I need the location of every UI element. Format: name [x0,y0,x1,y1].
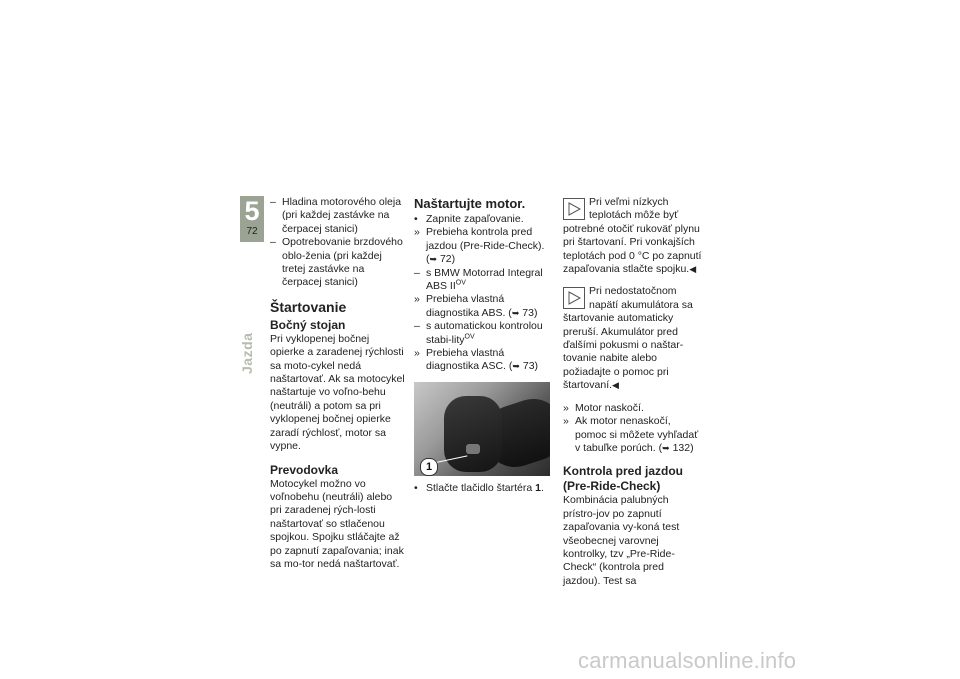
page-reference-icon: ➥ [512,361,520,372]
list-item [414,267,552,294]
list-item-text: Stlačte tlačidlo štartéra [426,481,536,494]
dash-mark: – [414,266,420,279]
result-mark: » [414,293,420,306]
list-item-text: Ak motor nenaskočí, pomoc si môžete vyhľadať v tabuľke porúch. ( [575,415,699,454]
paragraph: Kombinácia palubných prístro-jov po zapnutí zapaľovania vy-koná test všeobecnej varovnej kontrolky, tzv „Pre-Ride-Check“ (kontrola pred jazdou). Test sa [563,494,680,587]
chapter-side-title: Jazda [239,332,255,374]
bullet-mark: • [414,481,418,494]
section-heading: Naštartujte motor. [414,196,526,211]
subsection-heading: Bočný stojan [270,317,346,332]
note-paragraph [563,196,703,276]
period: . [540,481,544,494]
page-reference-icon: ➥ [429,254,438,265]
list-item-text: Prebieha vlastná diagnostika ABS. ( [426,293,512,319]
list-item-text: Opotrebovanie brzdového oblo-ženia (pri každej tretej zastávke na čerpacej stanici) [282,236,403,289]
list-item [270,196,406,236]
option-superscript: OV [455,279,466,287]
subsection-heading: Kontrola pred jazdou (Pre-Ride-Check) [563,464,683,494]
note-text: Pri nedostatočnom napätí akumulátora sa štartovanie automaticky preruší. Akumulátor pred ďalšími pokusmi o naštar-tovanie nabite alebo požiadajte o pomoc pri štartovaní. [563,285,693,392]
list-item [414,347,552,374]
list-item [563,415,703,455]
paragraph: Pri vyklopenej bočnej opierke a zaradenej rýchlosti sa moto-cykel nedá naštartovať. Ak sa motocykel naštartuje vo voľno-behu (neutráli) a potom sa pri vyklopenej bočnej opierke zaradí rýchlosť, motor sa vypne. [270,332,405,453]
column-3 [563,196,703,588]
list-item-text: Prebieha kontrola pred jazdou (Pre-Ride-Check). ( [426,226,545,266]
page-reference[interactable]: 73 [522,360,535,373]
subsection-heading: Prevodovka [270,462,339,477]
section-heading: Štartovanie [270,298,347,315]
paren: ) [690,441,694,454]
list-item-text: Hladina motorového oleja (pri každej zastávke na čerpacej stanici) [282,196,402,235]
paragraph: Motocykel možno vo voľnobehu (neutráli) alebo pri zaradenej rých-losti naštartovať so stlačenou spojkou. Spojku stláčajte až po zapnutí zapaľovania; inak sa mo-tor nedá naštartovať. [270,477,404,570]
page-reference[interactable]: 73 [522,306,534,319]
result-mark: » [563,401,569,414]
list-item [270,236,406,290]
chapter-tab [240,196,264,242]
page-number: 72 [246,226,258,237]
paren: ) [451,253,456,266]
dash-mark: – [270,236,276,249]
dash-mark: – [270,196,276,208]
list-item-text: s BMW Motorrad Integral ABS II [426,266,543,293]
column-2 [414,196,552,495]
list-item-text: Prebieha vlastná diagnostika ASC. ( [426,347,513,373]
bullet-mark: • [414,213,418,225]
result-mark: » [414,226,420,239]
caution-icon [563,198,585,220]
starter-button [466,444,480,454]
list-item [414,226,552,266]
list-item [414,482,552,495]
list-item [414,320,552,347]
list-item-text: Motor naskočí. [575,401,644,414]
note-paragraph [563,285,703,392]
switch-housing [444,396,502,472]
end-mark: ◀ [612,380,619,391]
chapter-number: 5 [244,196,260,226]
page-reference-icon: ➥ [662,442,670,453]
list-item-text: Zapnite zapaľovanie. [426,213,524,225]
watermark: carmanualsonline.info [578,648,797,673]
paren: ) [533,306,538,319]
list-item [414,293,552,320]
result-mark: » [414,347,420,360]
dash-mark: – [414,320,420,333]
end-mark: ◀ [689,264,697,275]
callout-reference: 1 [535,481,541,494]
result-mark: » [563,415,569,428]
column-1 [270,196,406,571]
page-reference[interactable]: 72 [439,253,452,266]
list-item [414,213,552,226]
handlebar-switch-photo [414,382,550,476]
page-reference[interactable]: 132 [672,441,691,454]
page-reference-icon: ➥ [511,307,520,318]
list-item-text: s automatickou kontrolou stabi-lity [426,320,543,346]
caution-icon [563,287,585,309]
note-text: Pri veľmi nízkych teplotách môže byť potrebné otočiť rukoväť plynu pri štartovaní. Pri vonkajších teplotách pod 0 °C po zapnutí zapaľovania stlačte spojku. [563,196,702,276]
option-superscript: OV [464,333,475,341]
paren: ) [534,360,539,373]
callout-number: 1 [420,458,438,476]
list-item [563,402,703,415]
